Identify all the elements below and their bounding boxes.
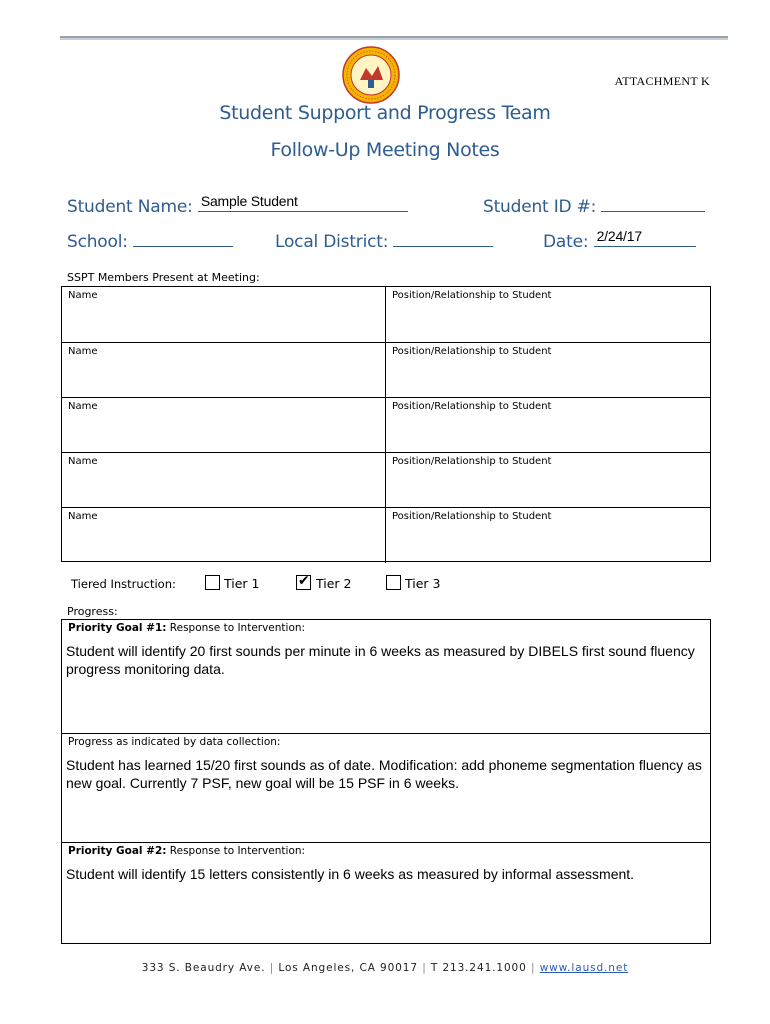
member-name-label: Name — [68, 346, 98, 357]
tier-3-checkbox[interactable] — [386, 575, 401, 594]
date-field[interactable] — [594, 228, 696, 247]
footer-phone: T 213.241.1000 — [430, 962, 527, 974]
student-id-field[interactable] — [601, 193, 705, 212]
tiered-instruction-label: Tiered Instruction: — [71, 577, 176, 591]
student-id-label: Student ID #: — [483, 197, 597, 217]
member-row — [62, 507, 710, 563]
column-divider — [385, 453, 386, 508]
member-position-label: Position/Relationship to Student — [392, 456, 552, 467]
member-row — [62, 342, 710, 398]
goal-2-text[interactable]: Student will identify 15 letters consistently in 6 weeks as measured by informal assessment. — [66, 866, 635, 882]
local-district-row — [275, 228, 493, 252]
column-divider — [385, 343, 386, 398]
attachment-label: ATTACHMENT K — [614, 74, 710, 88]
student-name-row — [67, 193, 408, 217]
goal-1-section — [62, 620, 710, 733]
student-name-value: Sample Student — [200, 193, 298, 209]
student-id-row — [483, 193, 705, 217]
tier-3-label: Tier 3 — [405, 576, 441, 591]
member-name-label: Name — [68, 511, 98, 522]
footer-city: Los Angeles, CA 90017 — [278, 962, 418, 974]
tier-3-box[interactable] — [386, 575, 401, 590]
local-district-field[interactable] — [393, 228, 493, 247]
date-row — [543, 228, 696, 252]
footer-address: 333 S. Beaudry Ave. — [141, 962, 266, 974]
member-row — [62, 287, 710, 342]
tier-1-box[interactable] — [205, 575, 220, 590]
school-label: School: — [67, 232, 128, 252]
member-position-label: Position/Relationship to Student — [392, 346, 552, 357]
member-position-label: Position/Relationship to Student — [392, 511, 552, 522]
tier-2-box[interactable] — [296, 575, 311, 590]
goal-2-header — [68, 845, 305, 857]
column-divider — [385, 398, 386, 453]
tier-1-label: Tier 1 — [224, 576, 260, 591]
member-row — [62, 452, 710, 508]
footer-separator: | — [269, 962, 275, 974]
member-name-label: Name — [68, 401, 98, 412]
data-collection-section — [62, 733, 710, 843]
member-name-label: Name — [68, 290, 98, 301]
goal-2-section — [62, 842, 710, 943]
data-collection-text[interactable]: Student has learned 15/20 first sounds as of date. Modification: add phoneme segmentation fluency as new goal. Currently 7 PSF, new goal will be 15 PSF in 6 weeks. — [66, 757, 702, 791]
checkmark-icon: ✔ — [298, 573, 310, 589]
member-position-label: Position/Relationship to Student — [392, 290, 552, 301]
school-row — [67, 228, 233, 252]
local-district-label: Local District: — [275, 232, 389, 252]
footer-separator: | — [530, 962, 536, 974]
document-title: Student Support and Progress Team — [219, 102, 551, 124]
member-name-label: Name — [68, 456, 98, 467]
date-value: 2/24/17 — [596, 228, 642, 244]
tier-2-label: Tier 2 — [316, 576, 352, 591]
member-position-label: Position/Relationship to Student — [392, 401, 552, 412]
lausd-seal-icon — [342, 46, 400, 104]
progress-table — [61, 619, 711, 944]
goal-1-text[interactable]: Student will identify 20 first sounds per minute in 6 weeks as measured by DIBELS first sound fluency progress monitoring data. — [66, 643, 695, 677]
member-row — [62, 397, 710, 453]
school-field[interactable] — [133, 228, 233, 247]
tier-2-checkbox[interactable] — [296, 575, 311, 594]
goal-1-label: Response to Intervention: — [166, 622, 306, 634]
footer-website-link[interactable]: www.lausd.net — [539, 962, 629, 974]
footer-separator: | — [422, 962, 427, 974]
goal-2-label: Response to Intervention: — [166, 845, 306, 857]
column-divider — [385, 508, 386, 563]
progress-heading: Progress: — [67, 605, 118, 618]
tier-1-checkbox[interactable] — [205, 575, 220, 594]
date-label: Date: — [543, 232, 589, 252]
goal-1-header — [68, 622, 305, 634]
column-divider — [385, 287, 386, 342]
goal-1-title: Priority Goal #1: — [68, 622, 167, 634]
footer — [0, 962, 770, 974]
goal-2-title: Priority Goal #2: — [68, 845, 167, 857]
members-heading: SSPT Members Present at Meeting: — [67, 271, 260, 284]
student-name-field[interactable] — [198, 193, 408, 212]
document-subtitle: Follow-Up Meeting Notes — [270, 139, 500, 161]
header-rule — [60, 36, 728, 40]
members-table — [61, 286, 711, 562]
data-collection-label: Progress as indicated by data collection: — [68, 736, 281, 748]
student-name-label: Student Name: — [67, 197, 193, 217]
